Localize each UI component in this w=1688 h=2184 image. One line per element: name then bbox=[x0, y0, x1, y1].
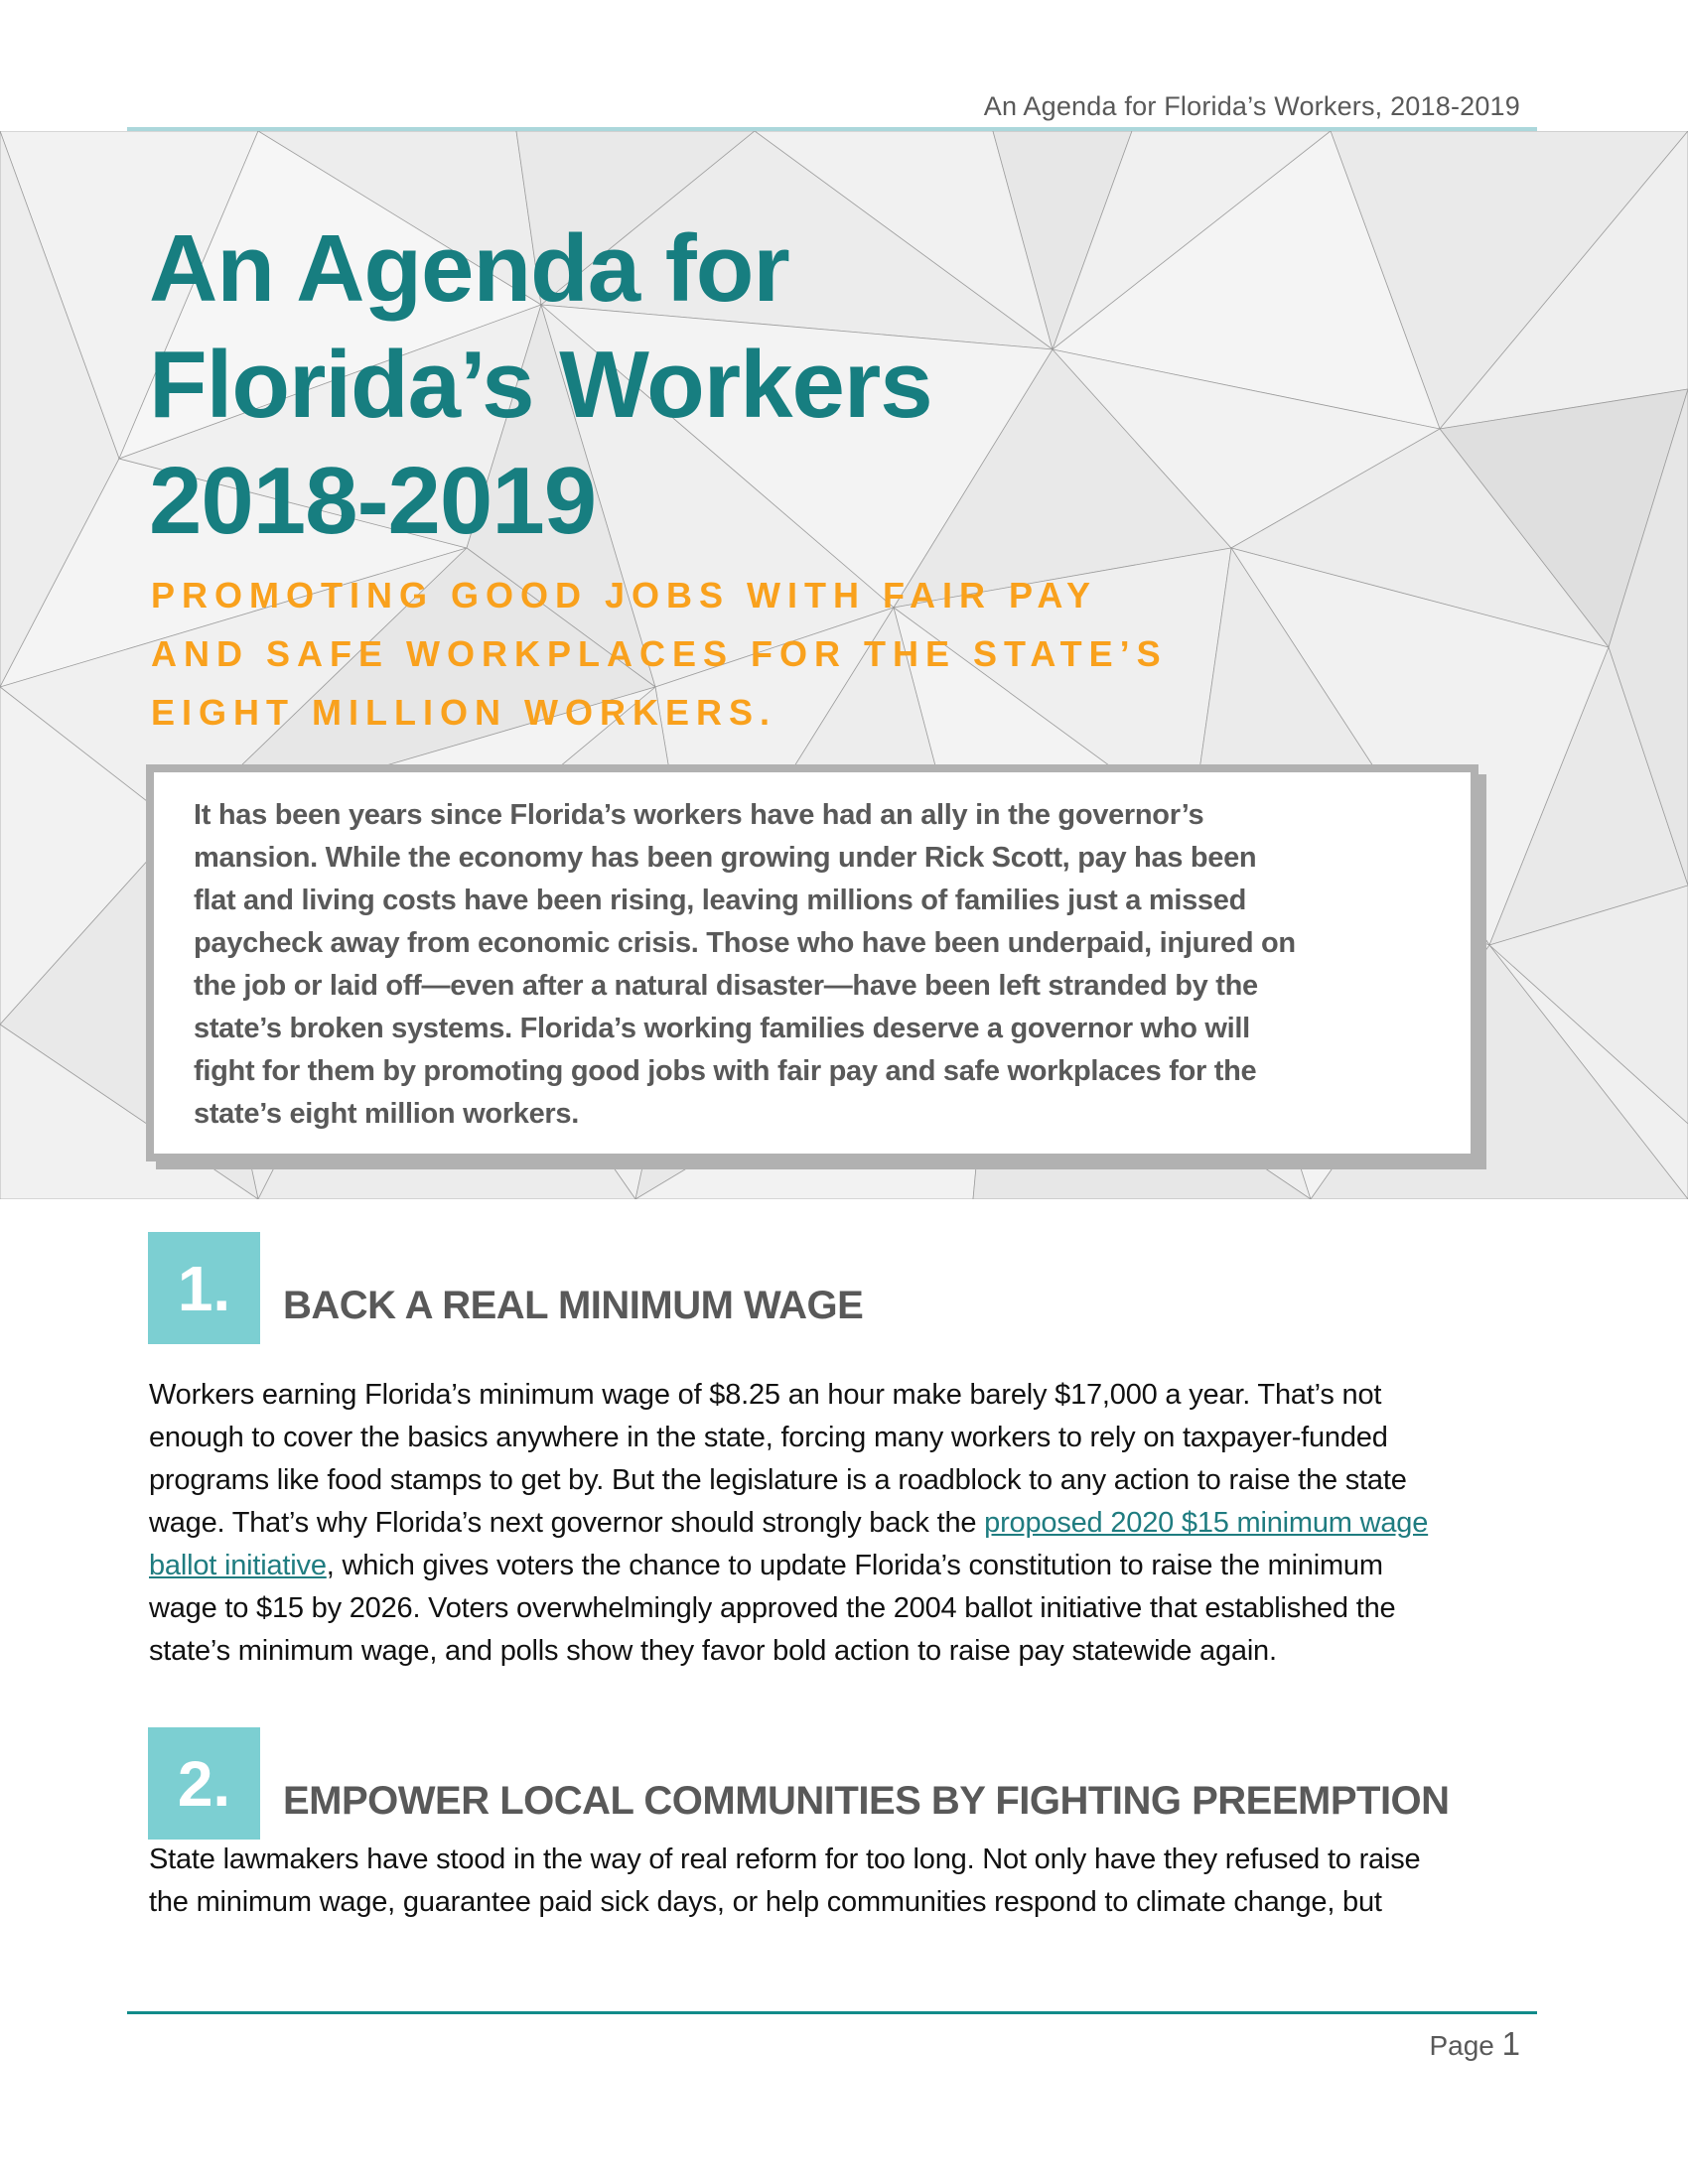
report-subtitle bbox=[151, 566, 1168, 742]
text-line-segment: programs like food stamps to get by. But the legislature is a roadblock to any action to raise the state bbox=[149, 1464, 1407, 1496]
text-line-segment: PROMOTING GOOD JOBS WITH FAIR PAY bbox=[151, 575, 1098, 615]
intro-callout-text bbox=[194, 794, 1435, 1136]
text-line-segment: fight for them by promoting good jobs with fair pay and safe workplaces for the bbox=[194, 1055, 1257, 1087]
text-line-segment: An Agenda for bbox=[149, 215, 789, 322]
text-line-segment: EIGHT MILLION WORKERS. bbox=[151, 692, 776, 733]
text-line-segment: 2018-2019 bbox=[149, 448, 597, 554]
text-line-segment: the job or laid off—even after a natural disaster—have been left stranded by the bbox=[194, 970, 1258, 1002]
page-number-value: 1 bbox=[1501, 2025, 1520, 2062]
page-number bbox=[1429, 2025, 1520, 2063]
text-line-segment: , which gives voters the chance to update Florida’s constitution to raise the minimum bbox=[326, 1550, 1383, 1581]
text-line-segment: Workers earning Florida’s minimum wage of $8.25 an hour make barely $17,000 a year. That’s not bbox=[149, 1379, 1382, 1411]
text-line-segment: Florida’s Workers bbox=[149, 332, 932, 438]
footer-divider bbox=[127, 2011, 1537, 2014]
text-line-segment: state’s eight million workers. bbox=[194, 1098, 579, 1130]
text-line-segment: wage to $15 by 2026. Voters overwhelmingly approved the 2004 ballot initiative that established the bbox=[149, 1592, 1396, 1624]
text-line-segment: It has been years since Florida’s workers have had an ally in the governor’s bbox=[194, 799, 1204, 831]
report-title bbox=[149, 210, 932, 559]
text-line-segment: state’s minimum wage, and polls show they favor bold action to raise pay statewide again. bbox=[149, 1635, 1277, 1667]
section-2-heading: EMPOWER LOCAL COMMUNITIES BY FIGHTING PREEMPTION bbox=[283, 1779, 1450, 1823]
page-label: Page bbox=[1429, 2030, 1502, 2061]
text-line-segment: mansion. While the economy has been growing under Rick Scott, pay has been bbox=[194, 842, 1257, 874]
running-header: An Agenda for Florida’s Workers, 2018-2019 bbox=[983, 91, 1520, 121]
text-line-segment: AND SAFE WORKPLACES FOR THE STATE’S bbox=[151, 633, 1168, 674]
text-line-segment: enough to cover the basics anywhere in the state, forcing many workers to rely on taxpayer-funded bbox=[149, 1422, 1388, 1453]
minimum-wage-ballot-initiative-link[interactable]: proposed 2020 $15 minimum wage bbox=[984, 1507, 1429, 1539]
text-line-segment: state’s broken systems. Florida’s working families deserve a governor who will bbox=[194, 1013, 1250, 1044]
minimum-wage-ballot-initiative-link[interactable]: ballot initiative bbox=[149, 1550, 327, 1581]
section-2-paragraph bbox=[149, 1839, 1420, 1924]
text-line-segment: paycheck away from economic crisis. Those who have been underpaid, injured on bbox=[194, 927, 1296, 959]
section-1-paragraph bbox=[149, 1374, 1428, 1673]
text-line-segment: the minimum wage, guarantee paid sick days, or help communities respond to climate change, but bbox=[149, 1886, 1382, 1918]
section-1-number: 1. bbox=[177, 1252, 231, 1324]
section-2-number: 2. bbox=[177, 1747, 231, 1820]
text-line-segment: State lawmakers have stood in the way of real reform for too long. Not only have they refused to raise bbox=[149, 1843, 1421, 1875]
section-1-number-badge bbox=[148, 1232, 260, 1344]
text-line-segment: wage. That’s why Florida’s next governor should strongly back the bbox=[149, 1507, 985, 1539]
text-line-segment: flat and living costs have been rising, leaving millions of families just a missed bbox=[194, 885, 1246, 916]
section-2-number-badge bbox=[148, 1727, 260, 1840]
section-1-heading: BACK A REAL MINIMUM WAGE bbox=[283, 1284, 864, 1327]
intro-callout-box bbox=[146, 764, 1478, 1161]
